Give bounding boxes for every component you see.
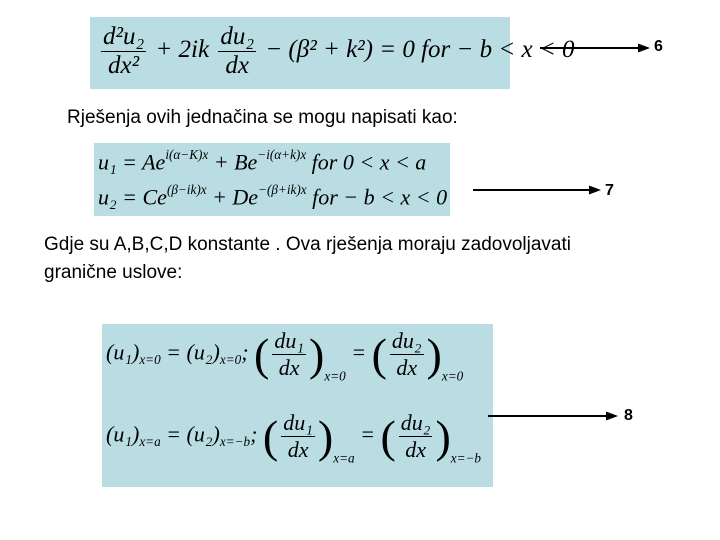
second-derivative-fraction <box>101 23 146 80</box>
fraction-numerator: du₁ <box>283 410 313 435</box>
equation-number-6: 6 <box>654 38 663 55</box>
boundary-condition-row-1: $(u_1)_{x=0} = (u_2)_{x=0}$; ( $\frac{\text{du₁}}{dx}$ )$_{x=0}$ = ( $\frac{\text{du₂}}{dx}$ )$_{x=0}$ <box>106 328 464 384</box>
equals-sign: = <box>351 339 367 365</box>
equation-8-box <box>102 324 493 487</box>
fraction-denominator: dx <box>281 436 315 463</box>
fraction-numerator: du₁ <box>274 328 305 353</box>
equals-sign: = <box>360 421 375 447</box>
equation-number-7: 7 <box>605 182 614 199</box>
exponent: −(β+ik)x <box>258 182 307 197</box>
derivative-fraction <box>399 410 433 463</box>
fraction-numerator: d²u₂ <box>103 23 145 50</box>
plus-term: + De <box>212 184 259 210</box>
derivative-fraction <box>281 410 315 463</box>
u2-term: (u₂) <box>186 421 220 447</box>
constants-text-line-1: Gdje su A,B,C,D konstante . Ova rješenja moraju zadovoljavati <box>44 234 571 255</box>
domain-condition: for 0 < x < a <box>311 149 427 175</box>
boundary-condition-row-2: $(u_1)_{x=a} = (u_2)_{x=-b}$; ( $\frac{\text{du₁}}{dx}$ )$_{x=a}$ = ( $\frac{\text{du₂}}{dx}$ )$_{x=-b}$ <box>106 410 482 466</box>
fraction-denominator: dx <box>399 436 433 463</box>
equation-6-box <box>90 17 575 89</box>
subscript: x=−b <box>219 434 251 450</box>
equation-7-line-1 <box>98 147 426 176</box>
u1-term: (u₁) <box>106 339 140 365</box>
subscript: x=a <box>333 450 355 466</box>
exponent: i(α−K)x <box>165 147 209 162</box>
subscript: x=0 <box>441 368 464 384</box>
derivative-fraction <box>272 328 306 381</box>
u1-lhs: u₁ = Ae <box>98 149 166 175</box>
subscript: x=−b <box>450 450 482 466</box>
subscript: x=0 <box>219 352 242 368</box>
semicolon: ; <box>250 421 258 447</box>
solutions-intro-text: Rješenja ovih jednačina se mogu napisati kao: <box>67 107 458 128</box>
derivative-fraction <box>390 328 424 381</box>
equation-number-8: 8 <box>624 407 633 424</box>
fraction-denominator: dx² <box>101 51 146 80</box>
domain-condition: for − b < x < 0 <box>312 184 448 210</box>
equation-6-rest: − (β² + k²) = 0 for − b < x < 0 <box>265 36 575 64</box>
fraction-numerator: du₂ <box>391 328 422 353</box>
fraction-numerator: du₂ <box>400 410 431 435</box>
u1-term: (u₁) <box>106 421 140 447</box>
u2-term: (u₂) <box>186 339 220 365</box>
first-derivative-fraction <box>218 23 256 80</box>
plus-term: + Be <box>213 149 258 175</box>
constants-text-line-2: granične uslove: <box>44 262 183 283</box>
equals-sign: = <box>166 339 182 365</box>
u2-lhs: u₂ = Ce <box>98 184 167 210</box>
equation-6-middle-term: + 2ik <box>155 36 210 64</box>
subscript: x=a <box>139 434 161 450</box>
fraction-numerator: du₂ <box>220 23 255 50</box>
fraction-denominator: dx <box>390 354 424 381</box>
subscript: x=0 <box>139 352 161 368</box>
arrow-to-equation-7 <box>473 184 601 196</box>
equation-7-box <box>94 143 450 216</box>
exponent: −i(α+k)x <box>257 147 307 162</box>
equation-7-line-2 <box>98 182 447 211</box>
fraction-denominator: dx <box>218 51 256 80</box>
equals-sign: = <box>166 421 182 447</box>
exponent: (β−ik)x <box>166 182 207 197</box>
fraction-denominator: dx <box>272 354 306 381</box>
arrow-to-equation-6 <box>540 42 650 54</box>
arrow-to-equation-8 <box>488 410 618 422</box>
semicolon: ; <box>241 339 249 365</box>
subscript: x=0 <box>324 368 346 384</box>
